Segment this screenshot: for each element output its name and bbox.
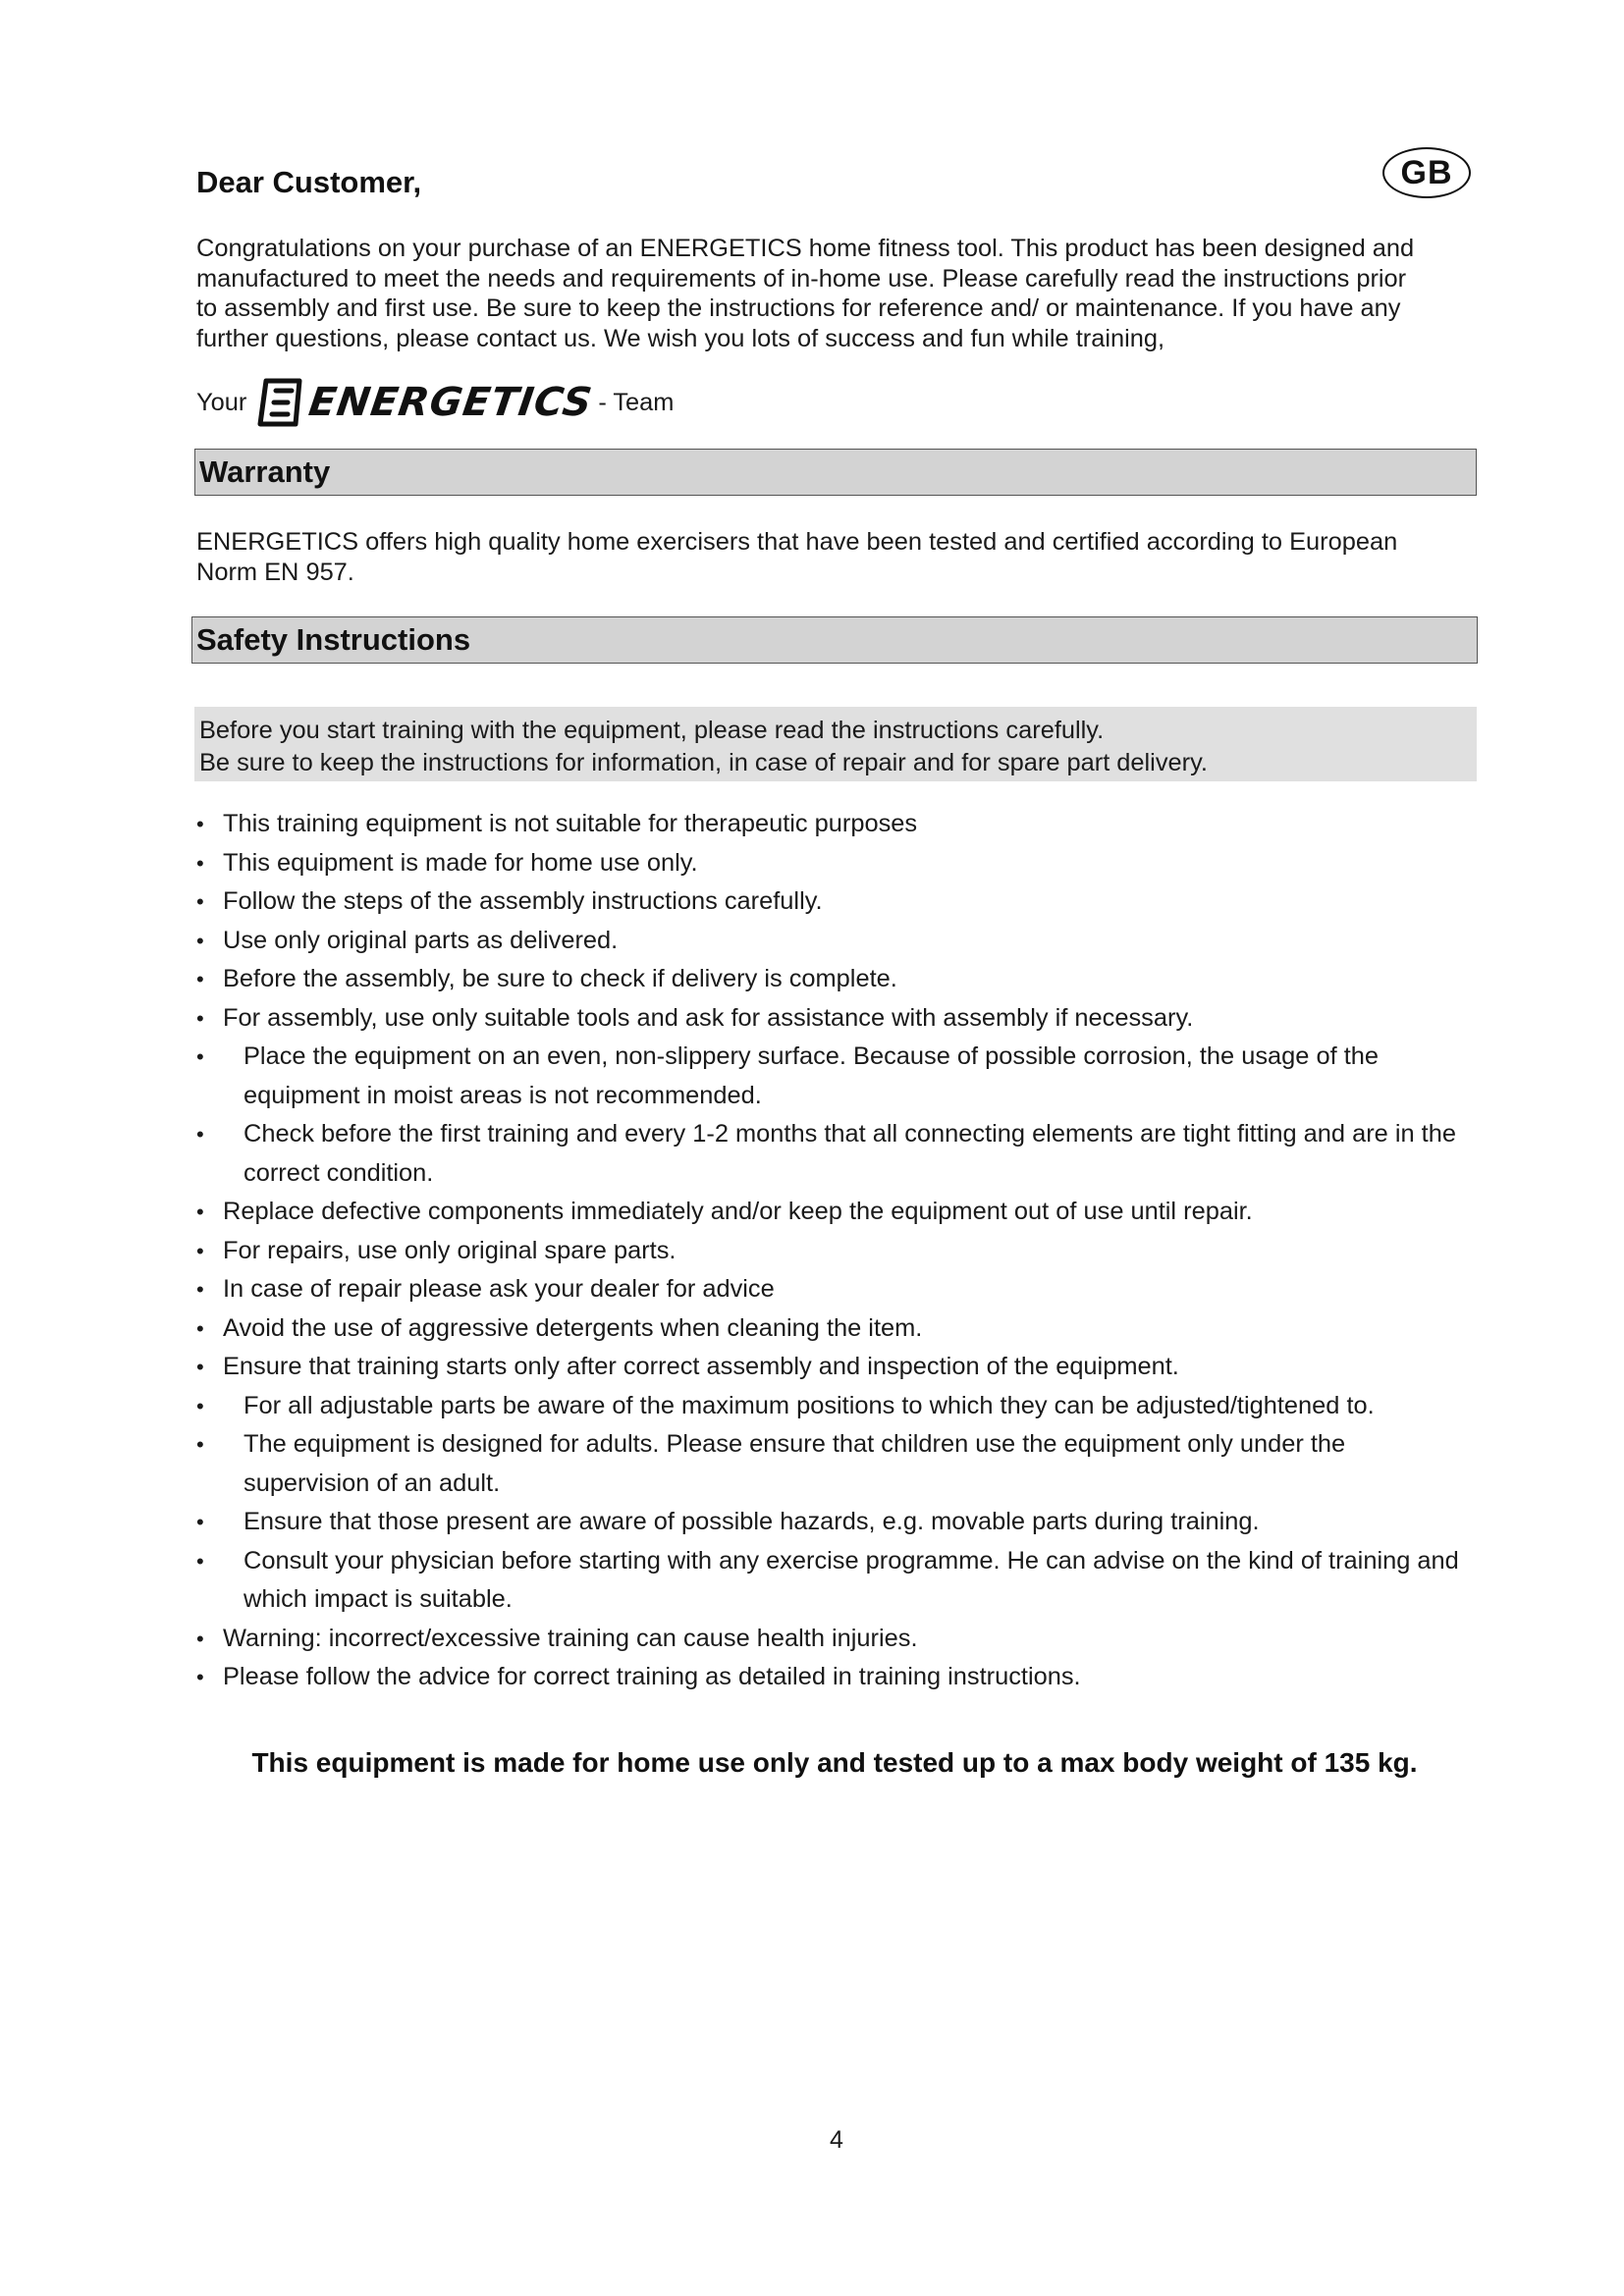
safety-bullet-item — [0, 1620, 1624, 1659]
energetics-logo — [256, 377, 596, 428]
safety-bullet-text: Please follow the advice for correct training as detailed in training instructions. — [223, 1663, 1081, 1690]
safety-bullet-list — [0, 805, 1624, 1697]
bullet-dot-icon: • — [196, 1277, 204, 1302]
bullet-dot-icon: • — [196, 1122, 204, 1147]
safety-notice-box — [194, 707, 1477, 781]
safety-bullet-item — [0, 1232, 1624, 1271]
max-weight-note: This equipment is made for home use only and tested up to a max body weight of 135 kg. — [251, 1747, 1418, 1778]
bullet-dot-icon: • — [196, 928, 204, 953]
signoff-suffix: - Team — [598, 388, 675, 416]
bullet-dot-icon: • — [196, 1044, 204, 1069]
safety-bullet-text: The equipment is designed for adults. Please ensure that children use the equipment only under the supervision of an adult. — [244, 1430, 1346, 1497]
safety-bullet-item — [0, 1425, 1624, 1503]
safety-bullet-text: This equipment is made for home use only. — [223, 848, 698, 877]
notice-line: Be sure to keep the instructions for information, in case of repair and for spare part delivery. — [199, 749, 1208, 776]
safety-bullet-item — [0, 1542, 1624, 1620]
warranty-heading: Warranty — [194, 449, 1477, 496]
safety-bullet-item — [0, 805, 1624, 844]
warranty-paragraph — [196, 527, 1463, 587]
warranty-line: ENERGETICS offers high quality home exercisers that have been tested and certified according to European — [196, 528, 1398, 556]
bullet-dot-icon: • — [196, 1200, 204, 1224]
bullet-dot-icon: • — [196, 1393, 204, 1418]
safety-heading: Safety Instructions — [191, 616, 1478, 664]
safety-bullet-item — [0, 1309, 1624, 1349]
safety-bullet-text: Replace defective components immediately and/or keep the equipment out of use until repair. — [223, 1198, 1253, 1225]
safety-bullet-text: Ensure that those present are aware of possible hazards, e.g. movable parts during training. — [244, 1508, 1260, 1535]
intro-line: to assembly and first use. Be sure to keep the instructions for reference and/ or maintenance. If you have any — [196, 294, 1401, 322]
safety-bullet-text: Place the equipment on an even, non-slippery surface. Because of possible corrosion, the usage of the equipment in moist areas is not recommended. — [244, 1042, 1379, 1109]
bullet-dot-icon: • — [196, 1315, 204, 1341]
intro-line: Congratulations on your purchase of an ENERGETICS home fitness tool. This product has been designed and — [196, 235, 1415, 262]
safety-bullet-text: Before the assembly, be sure to check if delivery is complete. — [223, 965, 897, 992]
safety-bullet-item — [0, 960, 1624, 999]
bullet-dot-icon: • — [196, 967, 204, 991]
bullet-dot-icon: • — [196, 1355, 204, 1379]
page-number: 4 — [830, 2126, 843, 2154]
safety-bullet-item — [0, 844, 1624, 883]
language-badge: GB — [1382, 147, 1471, 198]
safety-bullet-item — [0, 1658, 1624, 1697]
safety-bullet-item — [0, 1038, 1624, 1115]
safety-bullet-text: In case of repair please ask your dealer for advice — [223, 1275, 775, 1303]
notice-line: Before you start training with the equipment, please read the instructions carefully. — [199, 717, 1105, 744]
safety-bullet-text: For all adjustable parts be aware of the maximum positions to which they can be adjusted/tightened to. — [244, 1391, 1375, 1419]
bullet-dot-icon: • — [196, 889, 204, 914]
safety-bullet-text: For repairs, use only original spare parts. — [223, 1236, 677, 1264]
safety-bullet-text: Warning: incorrect/excessive training can cause health injuries. — [223, 1624, 918, 1652]
greeting-heading: Dear Customer, — [196, 165, 422, 199]
intro-paragraph — [196, 234, 1463, 353]
warranty-line: Norm EN 957. — [196, 558, 354, 586]
safety-bullet-text: Use only original parts as delivered. — [223, 926, 619, 954]
safety-bullet-item — [0, 1115, 1624, 1193]
safety-bullet-text: Check before the first training and every 1-2 months that all connecting elements are tight fitting and are in the correct condition. — [244, 1120, 1456, 1187]
safety-bullet-text: Ensure that training starts only after correct assembly and inspection of the equipment. — [223, 1353, 1179, 1380]
safety-bullet-text: Follow the steps of the assembly instructions carefully. — [223, 887, 823, 915]
brand-wordmark: ENERGETICS — [306, 380, 596, 425]
safety-bullet-item — [0, 1387, 1624, 1426]
bullet-dot-icon: • — [196, 1238, 204, 1263]
bullet-dot-icon: • — [196, 1005, 204, 1031]
safety-bullet-item — [0, 922, 1624, 961]
safety-bullet-item — [0, 1348, 1624, 1387]
bullet-dot-icon: • — [196, 1510, 204, 1534]
bullet-dot-icon: • — [196, 1665, 204, 1689]
signoff-line — [196, 373, 674, 432]
safety-bullet-item — [0, 1270, 1624, 1309]
signoff-prefix: Your — [196, 388, 247, 416]
safety-bullet-item — [0, 1503, 1624, 1542]
safety-bullet-text: Avoid the use of aggressive detergents when cleaning the item. — [223, 1313, 923, 1342]
safety-bullet-text: Consult your physician before starting with any exercise programme. He can advise on the kind of training and which impact is suitable. — [244, 1546, 1459, 1613]
safety-bullet-text: For assembly, use only suitable tools and ask for assistance with assembly if necessary. — [223, 1003, 1194, 1032]
bullet-dot-icon: • — [196, 1626, 204, 1651]
safety-bullet-item — [0, 999, 1624, 1039]
safety-bullet-item — [0, 1193, 1624, 1232]
energetics-e-logo-icon — [256, 377, 303, 428]
bullet-dot-icon: • — [196, 1548, 204, 1574]
bullet-dot-icon: • — [196, 850, 204, 876]
bullet-dot-icon: • — [196, 812, 204, 836]
safety-bullet-text: This training equipment is not suitable for therapeutic purposes — [223, 810, 918, 837]
bullet-dot-icon: • — [196, 1432, 204, 1457]
safety-bullet-item — [0, 882, 1624, 922]
intro-line: manufactured to meet the needs and requirements of in-home use. Please carefully read the instructions prior — [196, 264, 1407, 293]
intro-line: further questions, please contact us. We wish you lots of success and fun while training, — [196, 324, 1165, 352]
